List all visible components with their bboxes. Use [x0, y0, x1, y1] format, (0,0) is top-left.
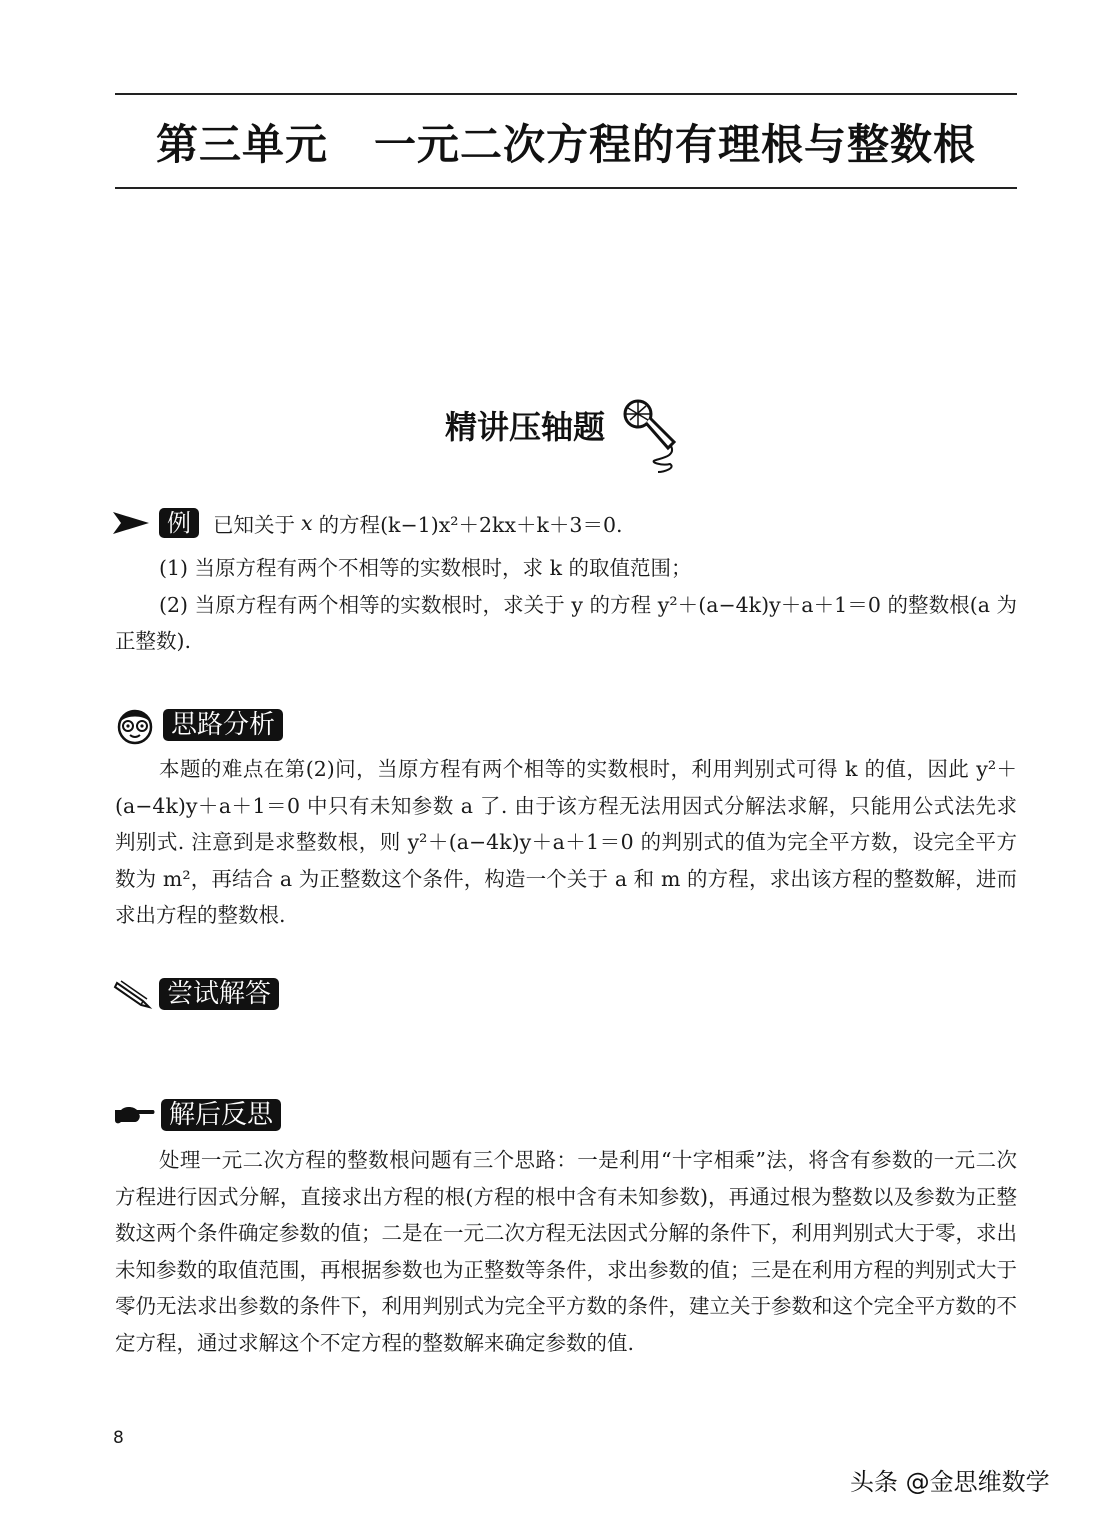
- analysis-text: 本题的难点在第(2)问，当原方程有两个相等的实数根时，利用判别式可得 k 的值，因此 y²＋(a−4k)y＋a＋1＝0 中只有未知参数 a 了. 由于该方程无法用因式分解法求解，只能用公式法先求判别式. 注意到是求整数根，则 y²＋(a−4k)y＋a＋1＝0 的判别式的值为完全平方数，设完全平方数为 m²，再结合 a 为正整数这个条件，构造一个关于 a 和 m 的方程，求出该方程的整数解，进而求出方程的整数根.: [115, 757, 1017, 927]
- stem-var: x: [301, 511, 313, 535]
- unit-title: [115, 112, 1017, 172]
- attempt-header: [113, 977, 279, 1011]
- pointing-hand-icon: [113, 1104, 155, 1126]
- attempt-badge: 尝试解答: [159, 978, 279, 1010]
- analysis-body: [115, 751, 1017, 934]
- analysis-header: [113, 705, 283, 745]
- stem-prefix: 已知关于: [213, 513, 295, 537]
- microphone-icon: [618, 396, 690, 474]
- reflection-header: [113, 1099, 281, 1131]
- analysis-badge: 思路分析: [163, 709, 283, 741]
- example-stem: [113, 508, 623, 538]
- watermark: 头条 @金思维数学: [850, 1468, 1050, 1496]
- page-number: 8: [113, 1428, 124, 1448]
- question-1: (1) 当原方程有两个不相等的实数根时，求 k 的取值范围；: [159, 556, 692, 580]
- reflection-text: 处理一元二次方程的整数根问题有三个思路：一是利用“十字相乘”法，将含有参数的一元二次方程进行因式分解，直接求出方程的根(方程的根中含有未知参数)，再通过根为整数以及参数为正整数这两个条件确定参数的值；二是在一元二次方程无法因式分解的条件下，利用判别式大于零，求出未知参数的取值范围，再根据参数也为正整数等条件，求出参数的值；三是在利用方程的判别式大于零仍无法求出参数的条件下，利用判别式为完全平方数的条件，建立关于参数和这个完全平方数的不定方程，通过求解这个不定方程的整数解来确定参数的值.: [115, 1148, 1017, 1355]
- stem-mid: 的方程: [318, 513, 381, 537]
- reflection-badge: 解后反思: [161, 1099, 281, 1131]
- unit-label: 第三单元: [155, 120, 328, 169]
- question-2: (2) 当原方程有两个相等的实数根时，求关于 y 的方程 y²＋(a−4k)y＋a＋1＝0 的整数根(a 为正整数).: [115, 592, 1017, 653]
- bottom-rule: [115, 187, 1017, 189]
- top-rule: [115, 93, 1017, 95]
- section-title: 精讲压轴题: [445, 408, 606, 446]
- example-questions: [115, 550, 1017, 660]
- student-face-icon: [113, 705, 157, 745]
- unit-title-text: 一元二次方程的有理根与整数根: [374, 120, 977, 169]
- reflection-body: [115, 1142, 1017, 1361]
- pencil-icon: [113, 977, 153, 1011]
- arrow-right-icon: [113, 510, 149, 536]
- example-badge: 例: [159, 508, 199, 538]
- stem-equation: (k−1)x²＋2kx＋k＋3＝0.: [380, 513, 623, 537]
